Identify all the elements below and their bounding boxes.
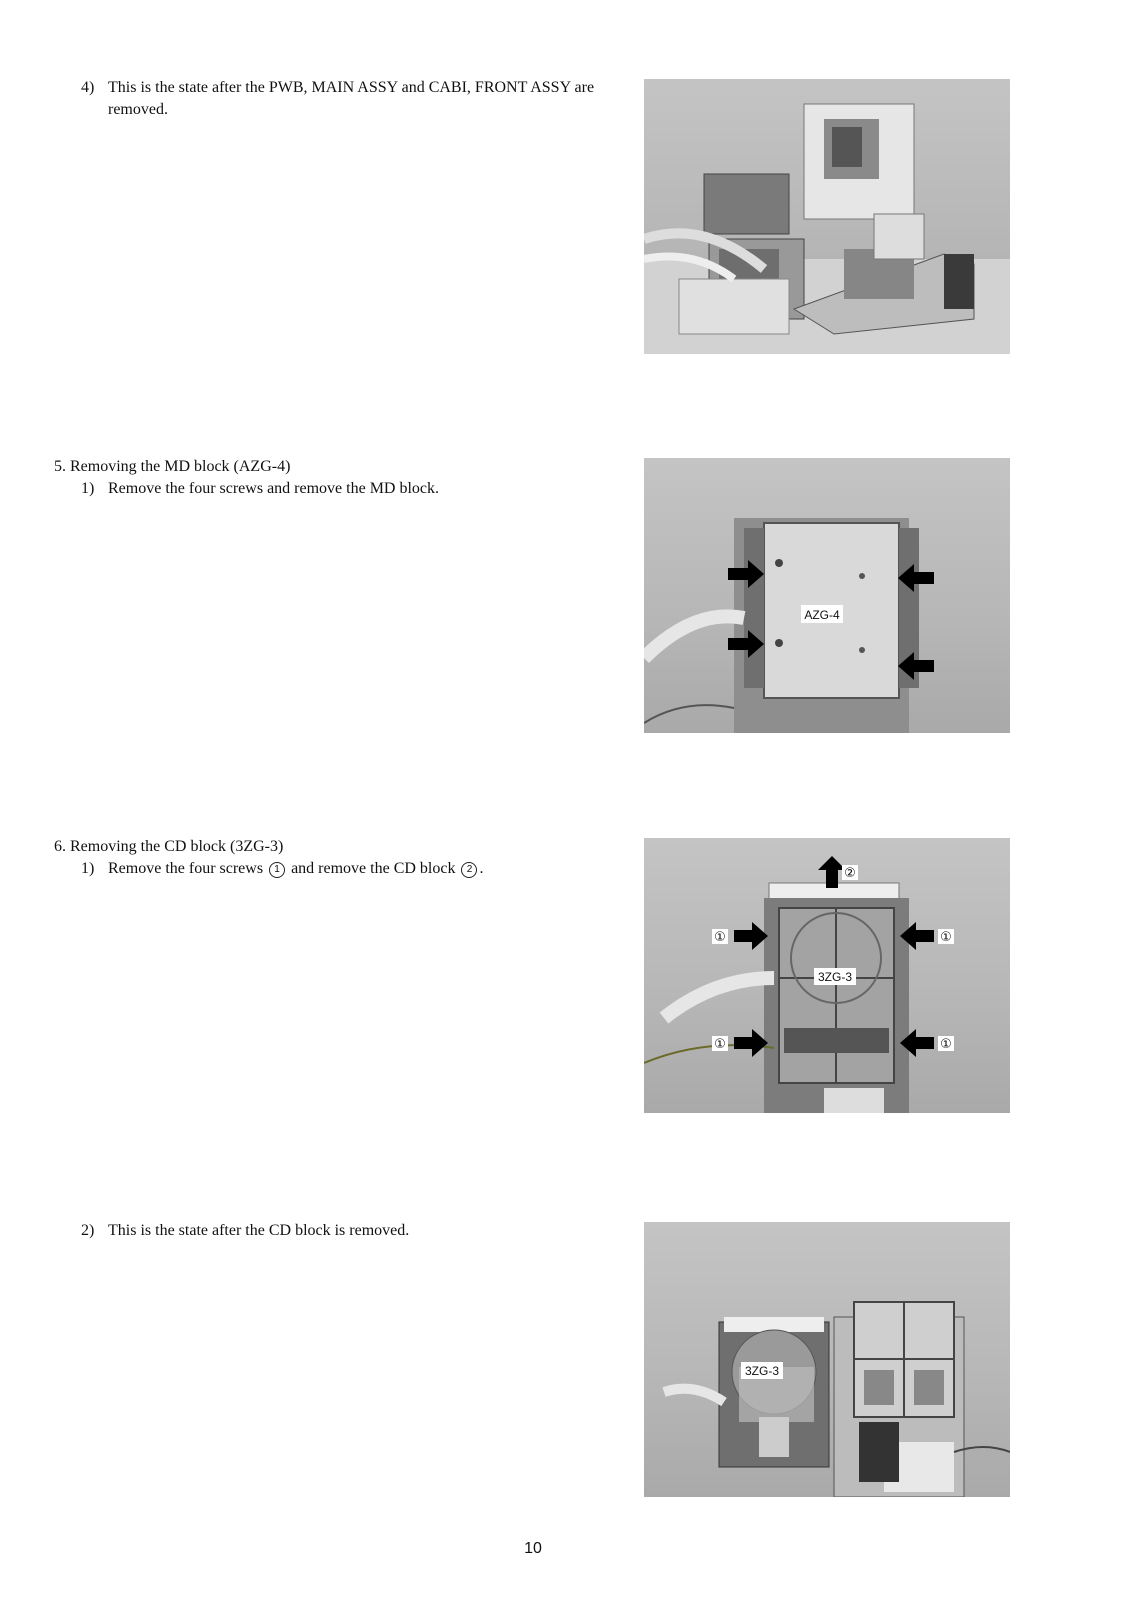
photo-cd-block-removed-graphic (644, 1222, 1010, 1497)
section-5-step-1-number: 1) (81, 480, 95, 497)
photo-md-block-graphic (644, 458, 1010, 733)
photo-chassis-disassembled (644, 79, 1010, 354)
photo-chassis-graphic (644, 79, 1010, 354)
screw-number-1: 1 (269, 862, 285, 878)
section-6-step-1-text-a: Remove the four screws (108, 860, 264, 877)
photo-cd-block-removed (644, 1222, 1010, 1497)
section-6-step-1-number: 1) (81, 860, 95, 877)
photo-cd-block (644, 838, 1010, 1113)
marker-screw-top-right: ① (940, 929, 952, 944)
photo-cd-block-graphic (644, 838, 1010, 1113)
arrow-screw-top-left (734, 922, 768, 950)
section-6-heading: 6. Removing the CD block (3ZG-3) (54, 838, 284, 855)
step-4-line1 (81, 77, 594, 99)
section-6-step-1 (81, 858, 483, 880)
marker-screw-bottom-right: ① (940, 1036, 952, 1051)
section-5-step-1-text: Remove the four screws and remove the MD block. (108, 480, 440, 497)
step-4-line2: removed. (108, 101, 168, 118)
section-6-step-2-text: This is the state after the CD block is removed. (108, 1222, 410, 1239)
section-6-step-1-end: . (479, 860, 484, 877)
arrow-screw-bottom-left (734, 1029, 768, 1057)
section-5-step-1 (81, 478, 439, 500)
md-block-label: AZG-4 (804, 608, 840, 622)
section-6-step-1-text-b: and remove the CD block (291, 860, 456, 877)
marker-screw-top-left: ① (714, 929, 726, 944)
page-number: 10 (524, 1540, 542, 1557)
marker-cd-block: ② (844, 865, 856, 880)
section-6-step-2-number: 2) (81, 1222, 95, 1239)
cd-block-label: 3ZG-3 (817, 970, 853, 984)
step-4-text: This is the state after the PWB, MAIN ASSY and CABI, FRONT ASSY are (108, 79, 595, 96)
cd-block-removed-label: 3ZG-3 (744, 1364, 780, 1378)
section-5-heading: 5. Removing the MD block (AZG-4) (54, 458, 291, 475)
section-6-step-2 (81, 1220, 409, 1242)
step-4-number: 4) (81, 79, 95, 96)
photo-md-block (644, 458, 1010, 733)
marker-screw-bottom-left: ① (714, 1036, 726, 1051)
cd-block-number-2: 2 (461, 862, 477, 878)
